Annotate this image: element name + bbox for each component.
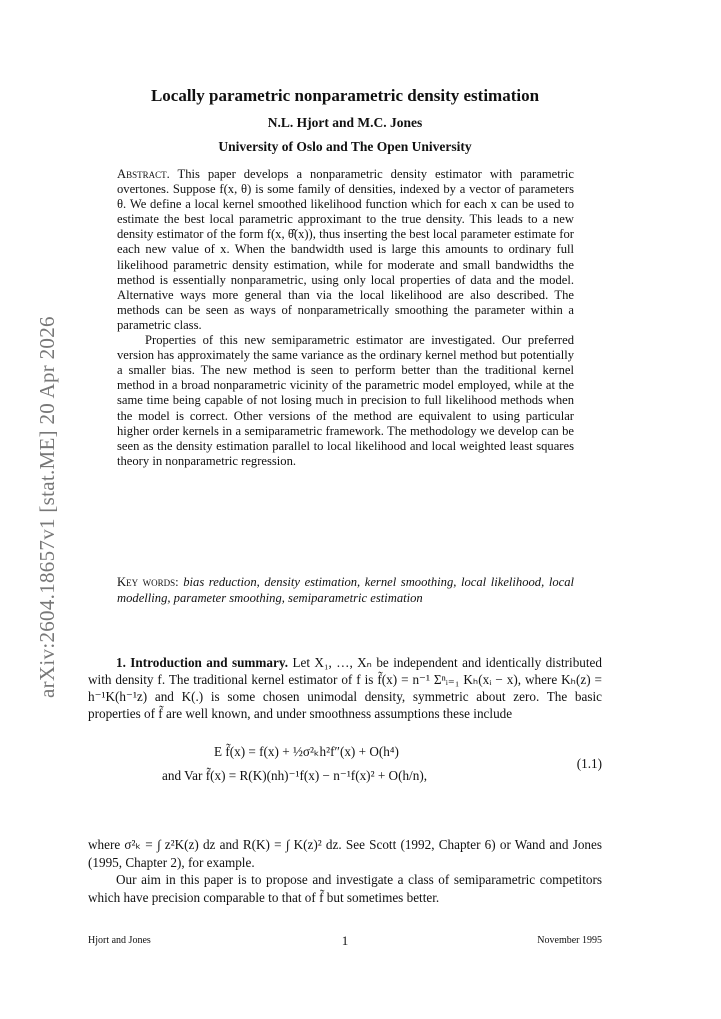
aim-paragraph: Our aim in this paper is to propose and investigate a class of semiparametric competitors which have precision comparable to that of f̃ but sometimes better. — [88, 872, 602, 905]
abstract-paragraph-2: Properties of this new semiparametric estimator are investigated. Our preferred version has approximately the same variance as the ordinary kernel method but potentially a smaller bias. The new method is seen to perform better than the traditional kernel method in a broad nonparametric vicinity of the parametric model employed, while at the same time being capable of not losing much in precision to full likelihood methods when the model is correct. Other versions of the method are equivalent to using particular higher order kernels in a semiparametric framework. The methodology we develop can be seen as the density estimation parallel to local likelihood and local weighted least squares theory in nonparametric regression. — [117, 333, 574, 468]
arxiv-identifier: arXiv:2604.18657v1 [stat.ME] 20 Apr 2026 — [35, 316, 59, 698]
page-number: 1 — [341, 933, 349, 948]
abstract-text-1: This paper develops a nonparametric density estimator with parametric overtones. Suppose f(x, θ) is some family of densities, indexed by a vector of parameters θ. We define a local kernel smoothed likelihood function which for each x can be used to estimate the best local parametric approximant to the true density. This leads to a new density estimator of the form f(x, θ̂(x)), thus inserting the best local parameter estimate for each new value of x. When the bandwidth used is large this amounts to ordinary full likelihood parametric density estimation, while for moderate and small bandwidths the method is essentially nonparametric, using only local properties of data and the model. Alternative ways more general than via the local likelihood are also described. The methods can be seen as ways of nonparametrically smoothing the parameter within a parametric class. — [117, 167, 575, 332]
keywords-label: Key words: — [117, 575, 179, 589]
section-heading: 1. Introduction and summary. — [116, 655, 289, 670]
paper-title: Locally parametric nonparametric density estimation — [150, 86, 540, 105]
display-equation — [88, 744, 602, 790]
equation-line-2: and Var f̃(x) = R(K)(nh)⁻¹f(x) − n⁻¹f(x)² + O(h/n), — [162, 768, 428, 783]
intro-paragraph — [88, 654, 602, 722]
section-introduction — [88, 654, 602, 722]
footer-date: November 1995 — [537, 935, 602, 946]
keywords — [117, 574, 574, 606]
equation-number: (1.1) — [576, 756, 602, 771]
paper-affiliation: University of Oslo and The Open University — [218, 139, 472, 154]
abstract-label: Abstract. — [117, 167, 170, 181]
abstract-paragraph-1 — [117, 167, 574, 333]
equation-line-1: E f̃(x) = f(x) + ½σ²ₖh²f″(x) + O(h⁴) — [214, 744, 399, 759]
footer-authors: Hjort and Jones — [88, 935, 151, 946]
keywords-text: bias reduction, density estimation, kernel smoothing, local likelihood, local modelling, parameter smoothing, semiparametric estimation — [117, 575, 574, 605]
post-equation-paragraph: where σ²ₖ = ∫ z²K(z) dz and R(K) = ∫ K(z)² dz. See Scott (1992, Chapter 6) or Wand and Jones (1995, Chapter 2), for example. — [88, 837, 602, 870]
abstract — [117, 167, 574, 469]
post-equation-text — [88, 836, 602, 906]
intro-text: Let X₁, …, Xₙ be independent and identically distributed with density f. The traditional kernel estimator of f is f̃(x) = n⁻¹ Σⁿᵢ₌₁ Kₕ(xᵢ − x), where Kₕ(z) = h⁻¹K(h⁻¹z) and K(.) is some chosen unimodal density, symmetric about zero. The basic properties of f̃ are well known, and under smoothness assumptions these include — [88, 655, 602, 721]
paper-authors: N.L. Hjort and M.C. Jones — [267, 115, 423, 130]
